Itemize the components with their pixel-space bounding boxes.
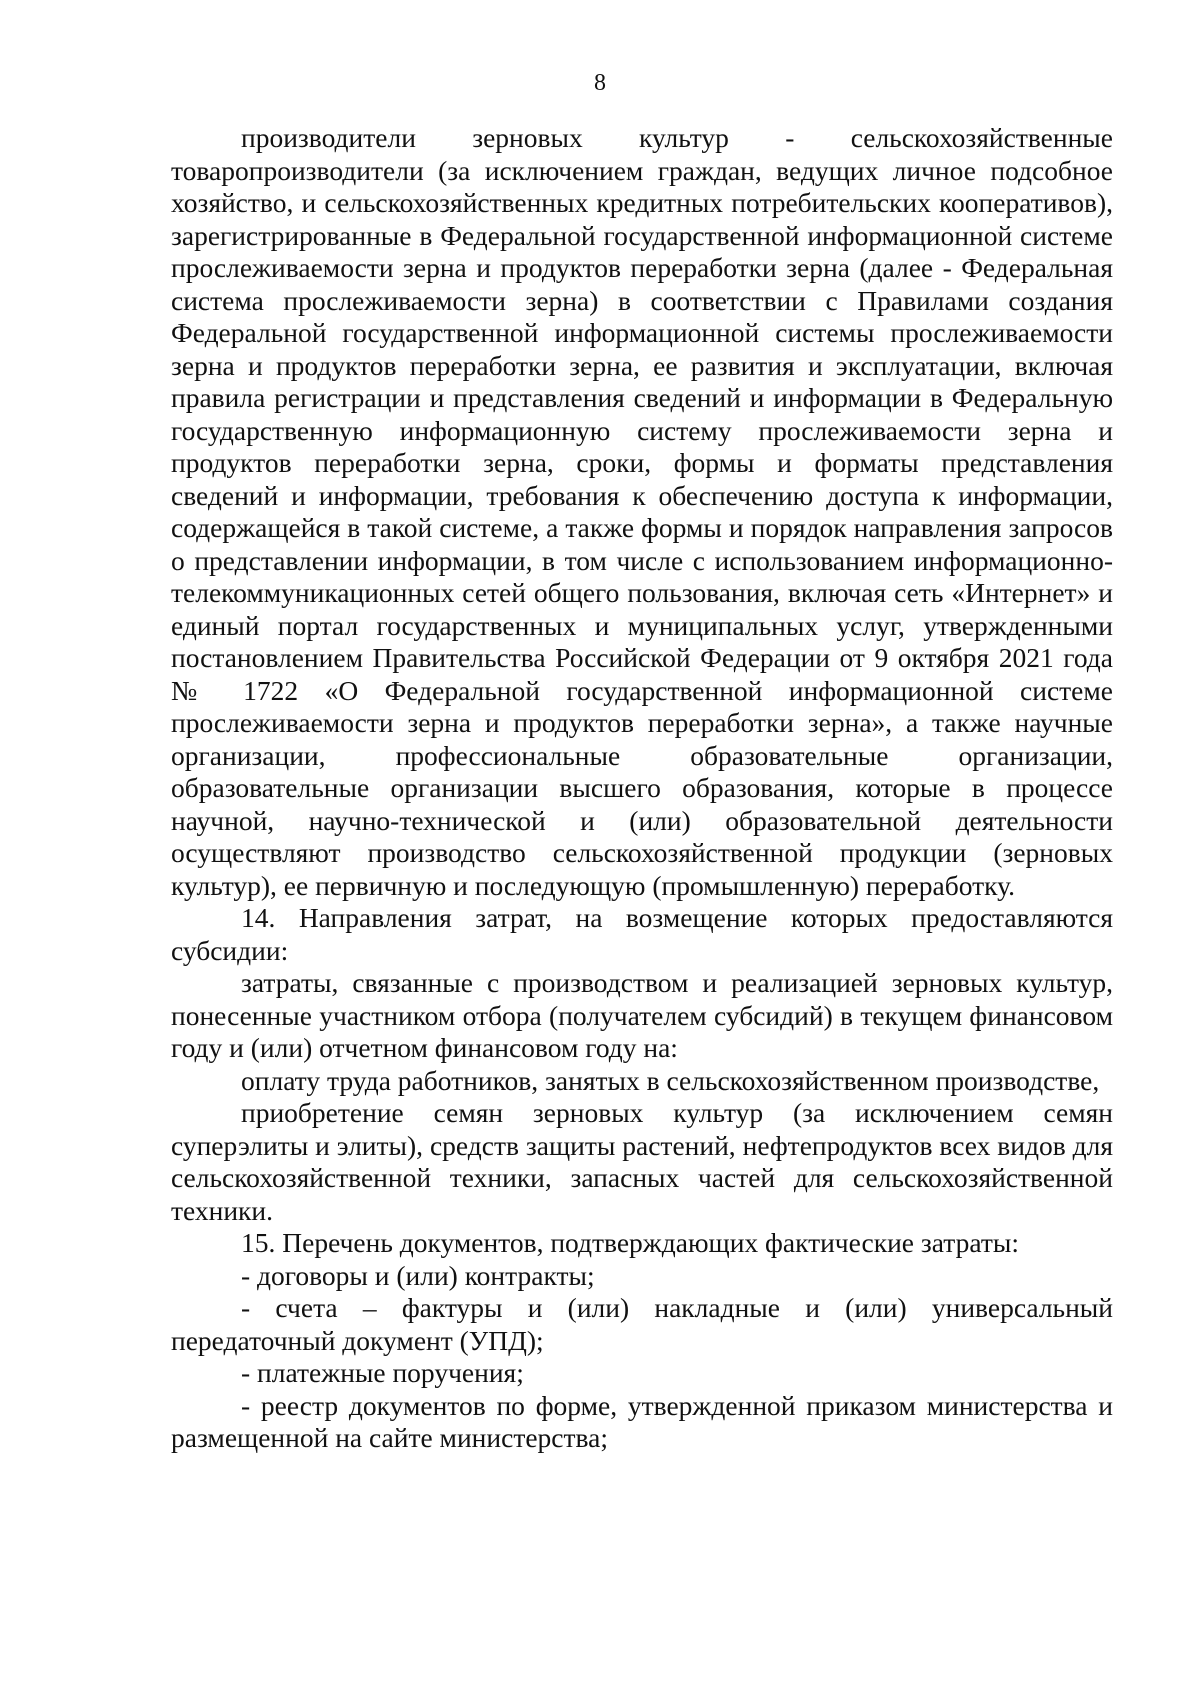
list-item-invoices: - счета – фактуры и (или) накладные и (или) универсальный передаточный документ (УПД); — [171, 1292, 1113, 1356]
page-number: 8 — [594, 70, 606, 96]
paragraph-labor-costs: оплату труда работников, занятых в сельскохозяйственном производстве, — [241, 1064, 1100, 1096]
list-item-contracts: - договоры и (или) контракты; — [241, 1259, 595, 1291]
paragraph-purchase-costs: приобретение семян зерновых культур (за исключением семян суперэлиты и элиты), средств защиты растений, нефтепродуктов всех видов для сельскохозяйственной техники, запасных частей для сельскохозяйственной техники. — [171, 1097, 1113, 1226]
paragraph-grain-producers: производители зерновых культур - сельскохозяйственные товаропроизводители (за исключением граждан, ведущих личное подсобное хозяйство, и сельскохозяйственных кредитных потребительских кооперативов), зарегистрированные в Федеральной государственной информационной системе прослеживаемости зерна и продуктов переработки зерна (далее - Федеральная система прослеживаемости зерна) в соответствии с Правилами создания Федеральной государственной информационной системы прослеживаемости зерна и продуктов переработки зерна, ее развития и эксплуатации, включая правила регистрации и представления сведений и информации в Федеральную государственную информационную систему прослеживаемости зерна и продуктов переработки зерна, сроки, формы и форматы представления сведений и информации, требования к обеспечению доступа к информации, содержащейся в такой системе, а также формы и порядок направления запросов о представлении информации, в том числе с использованием информационно-телекоммуникационных сетей общего пользования, включая сеть «Интернет» и единый портал государственных и муниципальных услуг, утвержденными постановлением Правительства Российской Федерации от 9 октября 2021 года № 1722 «О Федеральной государственной информационной системе прослеживаемости зерна и продуктов переработки зерна», а также научные организации, профессиональные образовательные организации, образовательные организации высшего образования, которые в процессе научной, научно-технической и (или) образовательной деятельности осуществляют производство сельскохозяйственной продукции (зерновых культур), ее первичную и последующую (промышленную) переработку. — [171, 122, 1113, 901]
paragraph-item-14-heading: 14. Направления затрат, на возмещение которых предоставляются субсидии: — [171, 902, 1113, 966]
list-item-payment-orders: - платежные поручения; — [241, 1357, 524, 1388]
list-item-document-register: - реестр документов по форме, утвержденной приказом министерства и размещенной на сайте министерства; — [171, 1389, 1113, 1453]
paragraph-item-15-heading: 15. Перечень документов, подтверждающих фактические затраты: — [241, 1227, 1019, 1258]
paragraph-costs: затраты, связанные с производством и реализацией зерновых культур, понесенные участником отбора (получателем субсидий) в текущем финансовом году и (или) отчетном финансовом году на: — [171, 967, 1113, 1063]
document-body — [171, 122, 1113, 1455]
